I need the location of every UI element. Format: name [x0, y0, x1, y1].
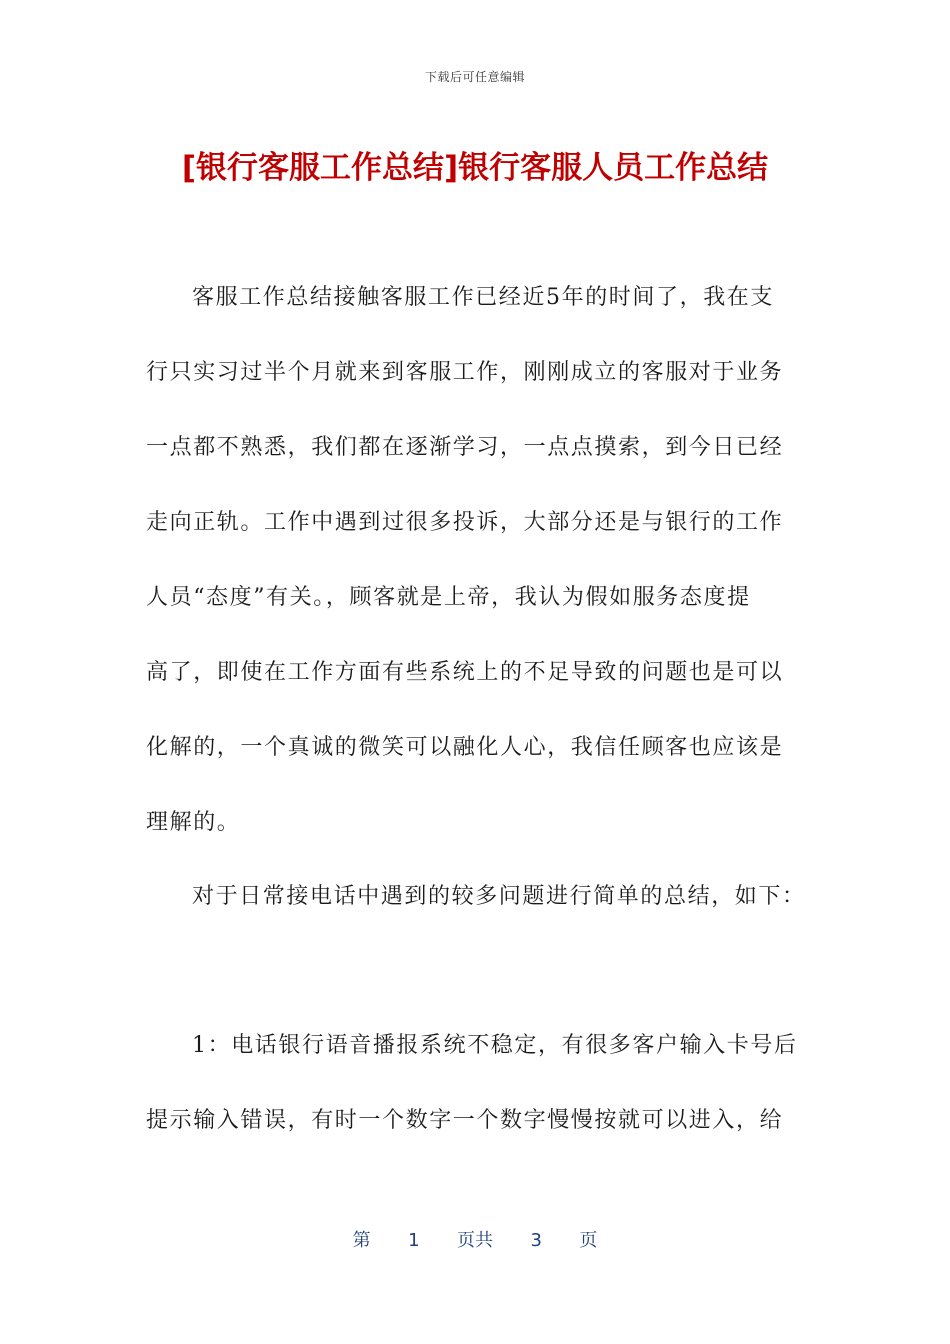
footer-page-number: 1: [408, 1230, 420, 1251]
header-note: 下载后可任意编辑: [424, 70, 525, 84]
paragraph-line: 走向正轨。工作中遇到过很多投诉，大部分还是与银行的工作: [146, 510, 784, 535]
paragraph-line: 人员“态度”有关。，顾客就是上帝，我认为假如服务态度提: [146, 585, 751, 610]
paragraph-line: 一点都不熟悉，我们都在逐渐学习，一点点摸索，到今日已经: [146, 435, 784, 460]
paragraph-line: 行只实习过半个月就来到客服工作，刚刚成立的客服对于业务: [146, 360, 784, 385]
footer-total-pages: 3: [530, 1230, 542, 1251]
page-footer: [0, 1226, 950, 1252]
document-title: [银行客服工作总结]银行客服人员工作总结: [181, 150, 769, 186]
paragraph-line: 客服工作总结接触客服工作已经近5年的时间了，我在支: [192, 285, 774, 310]
paragraph-line: 提示输入错误，有时一个数字一个数字慢慢按就可以进入，给: [146, 1108, 784, 1133]
paragraph-line: 对于日常接电话中遇到的较多问题进行简单的总结，如下：: [192, 884, 806, 909]
paragraph-line: 理解的。: [146, 810, 241, 835]
footer-suffix: 页: [579, 1230, 598, 1251]
paragraph-line: 高了，即使在工作方面有些系统上的不足导致的问题也是可以: [146, 660, 784, 685]
footer-middle: 页共: [457, 1230, 493, 1251]
footer-prefix: 第: [352, 1230, 371, 1251]
paragraph-line: 化解的，一个真诚的微笑可以融化人心，我信任顾客也应该是: [146, 735, 784, 760]
paragraph-line: 1：电话银行语音播报系统不稳定，有很多客户输入卡号后: [192, 1033, 798, 1058]
